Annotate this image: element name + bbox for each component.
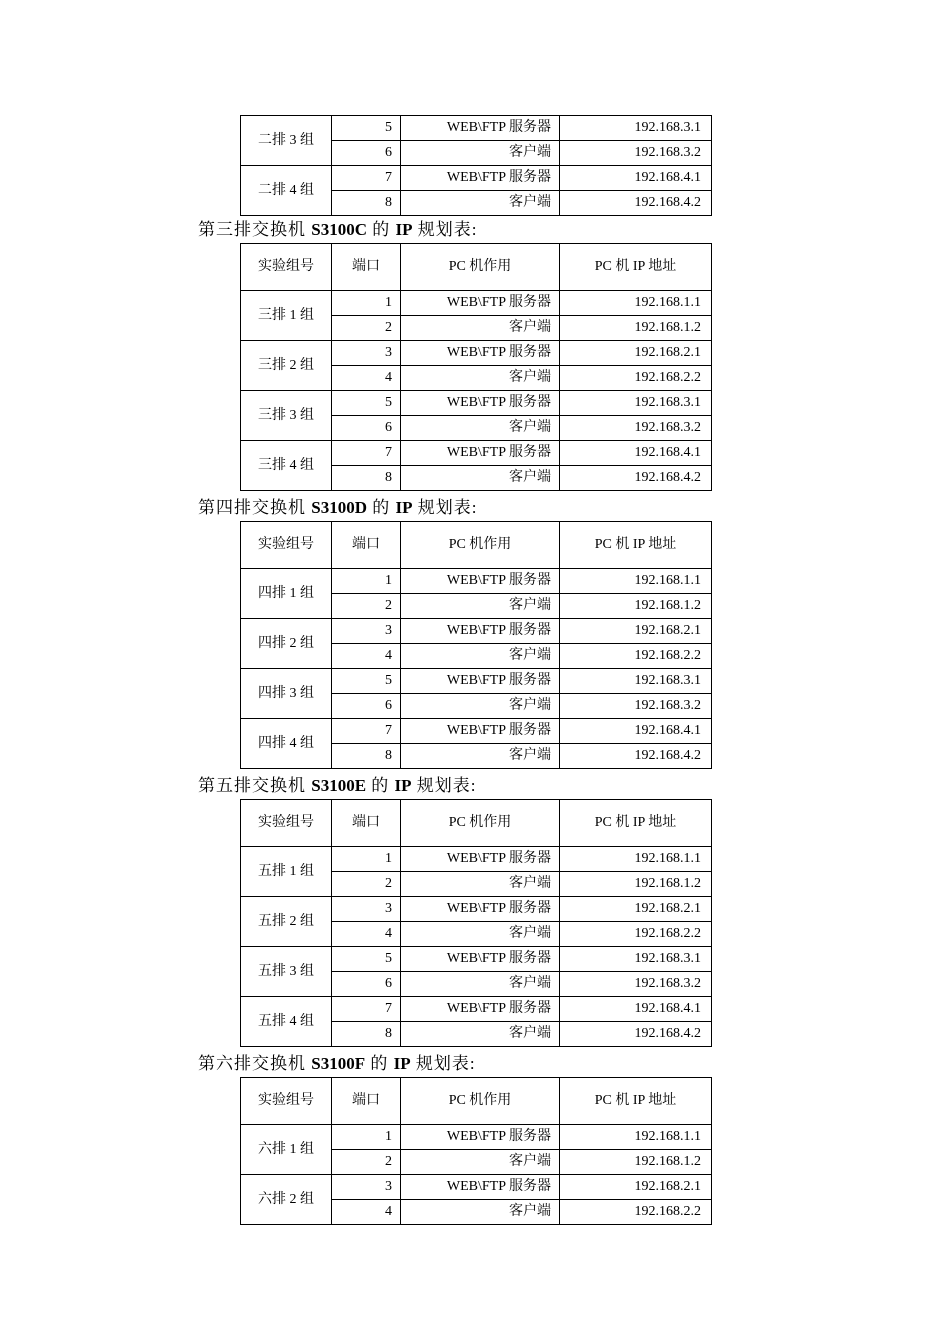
group-cell: 四排 3 组 bbox=[241, 669, 332, 719]
table-caption-row4 bbox=[198, 497, 477, 519]
header-port: 端口 bbox=[332, 1078, 401, 1125]
port-cell: 4 bbox=[332, 366, 401, 391]
role-cell: WEB\FTP 服务器 bbox=[401, 291, 560, 316]
ip-cell: 192.168.2.2 bbox=[560, 366, 712, 391]
caption-ip: IP bbox=[393, 1054, 411, 1073]
group-cell: 三排 4 组 bbox=[241, 441, 332, 491]
role-cell: WEB\FTP 服务器 bbox=[401, 997, 560, 1022]
caption-mid: 的 bbox=[366, 220, 396, 239]
role-cell: 客户端 bbox=[401, 366, 560, 391]
role-cell: WEB\FTP 服务器 bbox=[401, 569, 560, 594]
ip-cell: 192.168.3.2 bbox=[560, 694, 712, 719]
ip-cell: 192.168.3.1 bbox=[560, 116, 712, 141]
port-cell: 7 bbox=[332, 997, 401, 1022]
port-cell: 8 bbox=[332, 744, 401, 769]
table-row bbox=[241, 619, 712, 644]
port-cell: 6 bbox=[332, 694, 401, 719]
ip-cell: 192.168.4.2 bbox=[560, 744, 712, 769]
ip-cell: 192.168.4.2 bbox=[560, 191, 712, 216]
port-cell: 6 bbox=[332, 416, 401, 441]
role-cell: 客户端 bbox=[401, 922, 560, 947]
header-port: 端口 bbox=[332, 800, 401, 847]
caption-prefix: 第三排交换机 bbox=[198, 220, 312, 239]
caption-mid: 的 bbox=[366, 498, 396, 517]
header-group: 实验组号 bbox=[241, 522, 332, 569]
table-row bbox=[241, 997, 712, 1022]
role-cell: WEB\FTP 服务器 bbox=[401, 847, 560, 872]
port-cell: 8 bbox=[332, 466, 401, 491]
ip-table-row3 bbox=[240, 243, 712, 491]
table-row bbox=[241, 441, 712, 466]
port-cell: 4 bbox=[332, 922, 401, 947]
port-cell: 4 bbox=[332, 644, 401, 669]
port-cell: 5 bbox=[332, 947, 401, 972]
table-header-row bbox=[241, 244, 712, 291]
role-cell: WEB\FTP 服务器 bbox=[401, 897, 560, 922]
port-cell: 4 bbox=[332, 1200, 401, 1225]
port-cell: 7 bbox=[332, 166, 401, 191]
port-cell: 2 bbox=[332, 316, 401, 341]
port-cell: 8 bbox=[332, 1022, 401, 1047]
ip-cell: 192.168.4.2 bbox=[560, 466, 712, 491]
group-cell: 三排 2 组 bbox=[241, 341, 332, 391]
group-cell: 三排 1 组 bbox=[241, 291, 332, 341]
table-row bbox=[241, 1125, 712, 1150]
role-cell: WEB\FTP 服务器 bbox=[401, 166, 560, 191]
header-ip: PC 机 IP 地址 bbox=[560, 1078, 712, 1125]
group-cell: 六排 2 组 bbox=[241, 1175, 332, 1225]
role-cell: 客户端 bbox=[401, 744, 560, 769]
caption-ip: IP bbox=[394, 776, 412, 795]
ip-cell: 192.168.3.2 bbox=[560, 416, 712, 441]
table-header-row bbox=[241, 800, 712, 847]
ip-cell: 192.168.4.1 bbox=[560, 441, 712, 466]
role-cell: 客户端 bbox=[401, 872, 560, 897]
table-row bbox=[241, 569, 712, 594]
table-row bbox=[241, 897, 712, 922]
port-cell: 1 bbox=[332, 569, 401, 594]
port-cell: 1 bbox=[332, 847, 401, 872]
table-row bbox=[241, 166, 712, 191]
port-cell: 3 bbox=[332, 619, 401, 644]
group-cell: 五排 4 组 bbox=[241, 997, 332, 1047]
caption-ip: IP bbox=[395, 220, 413, 239]
port-cell: 5 bbox=[332, 391, 401, 416]
port-cell: 3 bbox=[332, 1175, 401, 1200]
table-row bbox=[241, 669, 712, 694]
port-cell: 7 bbox=[332, 719, 401, 744]
ip-cell: 192.168.2.1 bbox=[560, 1175, 712, 1200]
ip-cell: 192.168.2.1 bbox=[560, 619, 712, 644]
ip-cell: 192.168.3.2 bbox=[560, 141, 712, 166]
role-cell: 客户端 bbox=[401, 1150, 560, 1175]
port-cell: 1 bbox=[332, 1125, 401, 1150]
group-cell: 二排 4 组 bbox=[241, 166, 332, 216]
ip-cell: 192.168.1.2 bbox=[560, 594, 712, 619]
header-group: 实验组号 bbox=[241, 1078, 332, 1125]
ip-cell: 192.168.1.2 bbox=[560, 872, 712, 897]
caption-switch-model: S3100E bbox=[311, 776, 367, 795]
caption-mid: 的 bbox=[366, 776, 395, 795]
role-cell: WEB\FTP 服务器 bbox=[401, 116, 560, 141]
port-cell: 2 bbox=[332, 1150, 401, 1175]
group-cell: 三排 3 组 bbox=[241, 391, 332, 441]
ip-cell: 192.168.1.2 bbox=[560, 316, 712, 341]
port-cell: 2 bbox=[332, 872, 401, 897]
table-row bbox=[241, 291, 712, 316]
caption-mid: 的 bbox=[365, 1054, 394, 1073]
ip-cell: 192.168.3.1 bbox=[560, 947, 712, 972]
role-cell: 客户端 bbox=[401, 1200, 560, 1225]
header-group: 实验组号 bbox=[241, 800, 332, 847]
table-row bbox=[241, 391, 712, 416]
role-cell: 客户端 bbox=[401, 316, 560, 341]
ip-cell: 192.168.4.1 bbox=[560, 166, 712, 191]
ip-cell: 192.168.4.1 bbox=[560, 997, 712, 1022]
port-cell: 6 bbox=[332, 972, 401, 997]
table-row bbox=[241, 116, 712, 141]
group-cell: 四排 2 组 bbox=[241, 619, 332, 669]
role-cell: 客户端 bbox=[401, 466, 560, 491]
ip-cell: 192.168.3.1 bbox=[560, 391, 712, 416]
ip-table-row2-continued bbox=[240, 115, 712, 216]
ip-cell: 192.168.1.1 bbox=[560, 1125, 712, 1150]
table-row bbox=[241, 341, 712, 366]
port-cell: 5 bbox=[332, 116, 401, 141]
ip-cell: 192.168.2.2 bbox=[560, 1200, 712, 1225]
caption-switch-model: S3100D bbox=[311, 498, 367, 517]
group-cell: 五排 1 组 bbox=[241, 847, 332, 897]
role-cell: WEB\FTP 服务器 bbox=[401, 391, 560, 416]
ip-cell: 192.168.1.1 bbox=[560, 847, 712, 872]
ip-cell: 192.168.3.1 bbox=[560, 669, 712, 694]
header-role: PC 机作用 bbox=[401, 1078, 560, 1125]
caption-suffix: 规划表: bbox=[412, 498, 478, 517]
ip-cell: 192.168.2.2 bbox=[560, 644, 712, 669]
caption-switch-model: S3100F bbox=[311, 1054, 366, 1073]
group-cell: 五排 3 组 bbox=[241, 947, 332, 997]
table-row bbox=[241, 719, 712, 744]
group-cell: 四排 4 组 bbox=[241, 719, 332, 769]
table-caption-row6 bbox=[198, 1053, 476, 1075]
role-cell: 客户端 bbox=[401, 1022, 560, 1047]
ip-cell: 192.168.1.1 bbox=[560, 569, 712, 594]
caption-suffix: 规划表: bbox=[410, 1054, 476, 1073]
ip-table-row6 bbox=[240, 1077, 712, 1225]
table-header-row bbox=[241, 522, 712, 569]
ip-cell: 192.168.1.1 bbox=[560, 291, 712, 316]
port-cell: 2 bbox=[332, 594, 401, 619]
table-row bbox=[241, 1175, 712, 1200]
header-role: PC 机作用 bbox=[401, 244, 560, 291]
role-cell: WEB\FTP 服务器 bbox=[401, 1125, 560, 1150]
header-role: PC 机作用 bbox=[401, 522, 560, 569]
caption-prefix: 第五排交换机 bbox=[198, 776, 312, 795]
role-cell: WEB\FTP 服务器 bbox=[401, 669, 560, 694]
port-cell: 7 bbox=[332, 441, 401, 466]
role-cell: 客户端 bbox=[401, 416, 560, 441]
ip-cell: 192.168.2.1 bbox=[560, 341, 712, 366]
role-cell: 客户端 bbox=[401, 594, 560, 619]
port-cell: 3 bbox=[332, 341, 401, 366]
caption-prefix: 第六排交换机 bbox=[198, 1054, 312, 1073]
caption-ip: IP bbox=[395, 498, 413, 517]
role-cell: 客户端 bbox=[401, 694, 560, 719]
role-cell: 客户端 bbox=[401, 644, 560, 669]
port-cell: 1 bbox=[332, 291, 401, 316]
header-port: 端口 bbox=[332, 522, 401, 569]
header-group: 实验组号 bbox=[241, 244, 332, 291]
group-cell: 六排 1 组 bbox=[241, 1125, 332, 1175]
role-cell: WEB\FTP 服务器 bbox=[401, 441, 560, 466]
role-cell: WEB\FTP 服务器 bbox=[401, 1175, 560, 1200]
role-cell: WEB\FTP 服务器 bbox=[401, 619, 560, 644]
port-cell: 8 bbox=[332, 191, 401, 216]
group-cell: 五排 2 组 bbox=[241, 897, 332, 947]
role-cell: WEB\FTP 服务器 bbox=[401, 947, 560, 972]
group-cell: 二排 3 组 bbox=[241, 116, 332, 166]
role-cell: 客户端 bbox=[401, 141, 560, 166]
role-cell: 客户端 bbox=[401, 972, 560, 997]
caption-suffix: 规划表: bbox=[411, 776, 477, 795]
group-cell: 四排 1 组 bbox=[241, 569, 332, 619]
ip-cell: 192.168.3.2 bbox=[560, 972, 712, 997]
port-cell: 6 bbox=[332, 141, 401, 166]
ip-cell: 192.168.2.1 bbox=[560, 897, 712, 922]
header-ip: PC 机 IP 地址 bbox=[560, 522, 712, 569]
header-port: 端口 bbox=[332, 244, 401, 291]
table-row bbox=[241, 947, 712, 972]
ip-cell: 192.168.4.1 bbox=[560, 719, 712, 744]
caption-prefix: 第四排交换机 bbox=[198, 498, 312, 517]
ip-table-row4 bbox=[240, 521, 712, 769]
header-ip: PC 机 IP 地址 bbox=[560, 800, 712, 847]
table-row bbox=[241, 847, 712, 872]
ip-cell: 192.168.1.2 bbox=[560, 1150, 712, 1175]
table-caption-row5 bbox=[198, 775, 477, 797]
table-caption-row3 bbox=[198, 219, 477, 241]
role-cell: 客户端 bbox=[401, 191, 560, 216]
caption-suffix: 规划表: bbox=[412, 220, 478, 239]
header-ip: PC 机 IP 地址 bbox=[560, 244, 712, 291]
role-cell: WEB\FTP 服务器 bbox=[401, 719, 560, 744]
ip-cell: 192.168.2.2 bbox=[560, 922, 712, 947]
table-header-row bbox=[241, 1078, 712, 1125]
port-cell: 5 bbox=[332, 669, 401, 694]
caption-switch-model: S3100C bbox=[311, 220, 367, 239]
ip-table-row5 bbox=[240, 799, 712, 1047]
ip-cell: 192.168.4.2 bbox=[560, 1022, 712, 1047]
header-role: PC 机作用 bbox=[401, 800, 560, 847]
port-cell: 3 bbox=[332, 897, 401, 922]
role-cell: WEB\FTP 服务器 bbox=[401, 341, 560, 366]
